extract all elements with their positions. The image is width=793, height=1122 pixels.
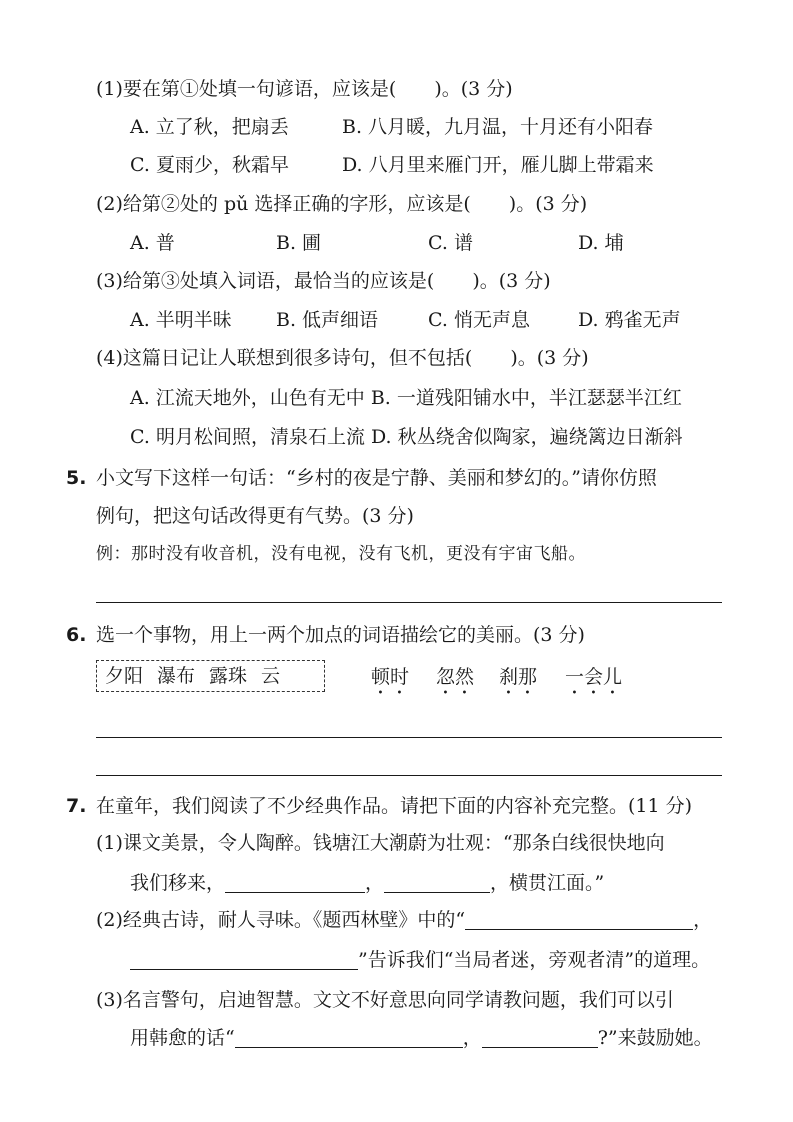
q7-sub2-blank-1[interactable] <box>465 909 693 930</box>
q4-sub4-stem: (4)这篇日记让人联想到很多诗句，但不包括( )。(3 分) <box>96 347 589 369</box>
q7-sub2-text-c: ”告诉我们“当局者迷，旁观者清”的道理。 <box>358 949 711 971</box>
q6-thing: 夕阳 <box>105 665 144 687</box>
q4-sub2-option-d[interactable]: D. 埔 <box>578 232 624 254</box>
q7-sub3-text-a: 用韩愈的话“ <box>130 1027 235 1049</box>
q4-sub2-stem: (2)给第②处的 pǔ 选择正确的字形，应该是( )。(3 分) <box>96 193 588 215</box>
q5-stem-line1: 小文写下这样一句话：“乡村的夜是宁静、美丽和梦幻的。”请你仿照 <box>96 467 657 489</box>
q4-sub3-stem: (3)给第③处填入词语，最恰当的应该是( )。(3 分) <box>96 270 551 292</box>
q7-sub2-text-b: ， <box>693 909 713 931</box>
q7-sub1-blank-1[interactable] <box>225 872 365 893</box>
q7-stem: 在童年，我们阅读了不少经典作品。请把下面的内容补充完整。(11 分) <box>96 795 693 817</box>
q4-sub1-option-b[interactable]: B. 八月暖，九月温，十月还有小阳春 <box>342 116 654 138</box>
q7-number: 7. <box>66 795 87 817</box>
q7-sub2-line2 <box>130 947 710 973</box>
q6-word-box <box>96 660 325 692</box>
q6-number: 6. <box>66 624 87 646</box>
q6-dotted-word: 忽然 <box>436 666 475 688</box>
q5-answer-line[interactable] <box>96 602 722 603</box>
q7-sub1-line2 <box>130 870 604 896</box>
q4-sub3-option-c[interactable]: C. 悄无声息 <box>428 309 530 331</box>
q4-sub3-option-a[interactable]: A. 半明半昧 <box>130 309 232 331</box>
q6-thing: 露珠 <box>209 665 248 687</box>
q4-sub1-option-c[interactable]: C. 夏雨少，秋霜早 <box>130 154 289 176</box>
q4-sub1-stem: (1)要在第①处填一句谚语，应该是( )。(3 分) <box>96 78 513 100</box>
q6-thing: 云 <box>261 665 281 687</box>
q6-answer-line-2[interactable] <box>96 775 722 776</box>
q4-sub1-option-a[interactable]: A. 立了秋，把扇丢 <box>130 116 289 138</box>
q4-sub2-option-b[interactable]: B. 圃 <box>276 232 322 254</box>
q7-sub2-blank-2[interactable] <box>130 949 358 970</box>
q6-answer-line-1[interactable] <box>96 737 722 738</box>
q6-stem: 选一个事物，用上一两个加点的词语描绘它的美丽。(3 分) <box>96 624 585 646</box>
q4-sub4-options-row1[interactable]: A. 江流天地外，山色有无中 B. 一道残阳铺水中，半江瑟瑟半江红 <box>130 387 682 409</box>
q6-dotted-word: 一会儿 <box>565 666 623 688</box>
q5-number: 5. <box>66 467 87 489</box>
q4-sub3-option-d[interactable]: D. 鸦雀无声 <box>578 309 681 331</box>
q7-sub1-line1: (1)课文美景，令人陶醉。钱塘江大潮蔚为壮观：“那条白线很快地向 <box>96 832 665 854</box>
q4-sub3-option-b[interactable]: B. 低声细语 <box>276 309 379 331</box>
q5-stem-line2: 例句，把这句话改得更有气势。(3 分) <box>96 505 414 527</box>
q7-sub1-text-c: ，横贯江面。” <box>490 872 605 894</box>
q7-sub1-text-a: 我们移来， <box>130 872 226 894</box>
q7-sub1-text-b: ， <box>365 872 385 894</box>
q4-sub2-option-a[interactable]: A. 普 <box>130 232 175 254</box>
q7-sub3-line1: (3)名言警句，启迪智慧。文文不好意思向同学请教问题，我们可以引 <box>96 989 674 1011</box>
q7-sub3-blank-2[interactable] <box>482 1027 598 1048</box>
q6-dotted-word: 顿时 <box>371 666 410 688</box>
q4-sub4-options-row2[interactable]: C. 明月松间照，清泉石上流 D. 秋丛绕舍似陶家，遍绕篱边日渐斜 <box>130 426 683 448</box>
q7-sub3-line2 <box>130 1025 713 1051</box>
q4-sub1-option-d[interactable]: D. 八月里来雁门开，雁儿脚上带霜来 <box>342 154 654 176</box>
q5-example: 例：那时没有收音机，没有电视，没有飞机，更没有宇宙飞船。 <box>96 544 586 564</box>
q7-sub3-blank-1[interactable] <box>235 1027 463 1048</box>
q7-sub3-text-b: ， <box>462 1027 482 1049</box>
q7-sub2-text-a: (2)经典古诗，耐人寻味。《题西林壁》中的“ <box>96 909 466 931</box>
q7-sub3-text-c: ?”来鼓励她。 <box>597 1027 713 1049</box>
q6-thing: 瀑布 <box>157 665 196 687</box>
q7-sub2-line1 <box>96 907 712 933</box>
q7-sub1-blank-2[interactable] <box>384 872 490 893</box>
q4-sub2-option-c[interactable]: C. 谱 <box>428 232 473 254</box>
q6-dotted-word: 刹那 <box>499 666 538 688</box>
